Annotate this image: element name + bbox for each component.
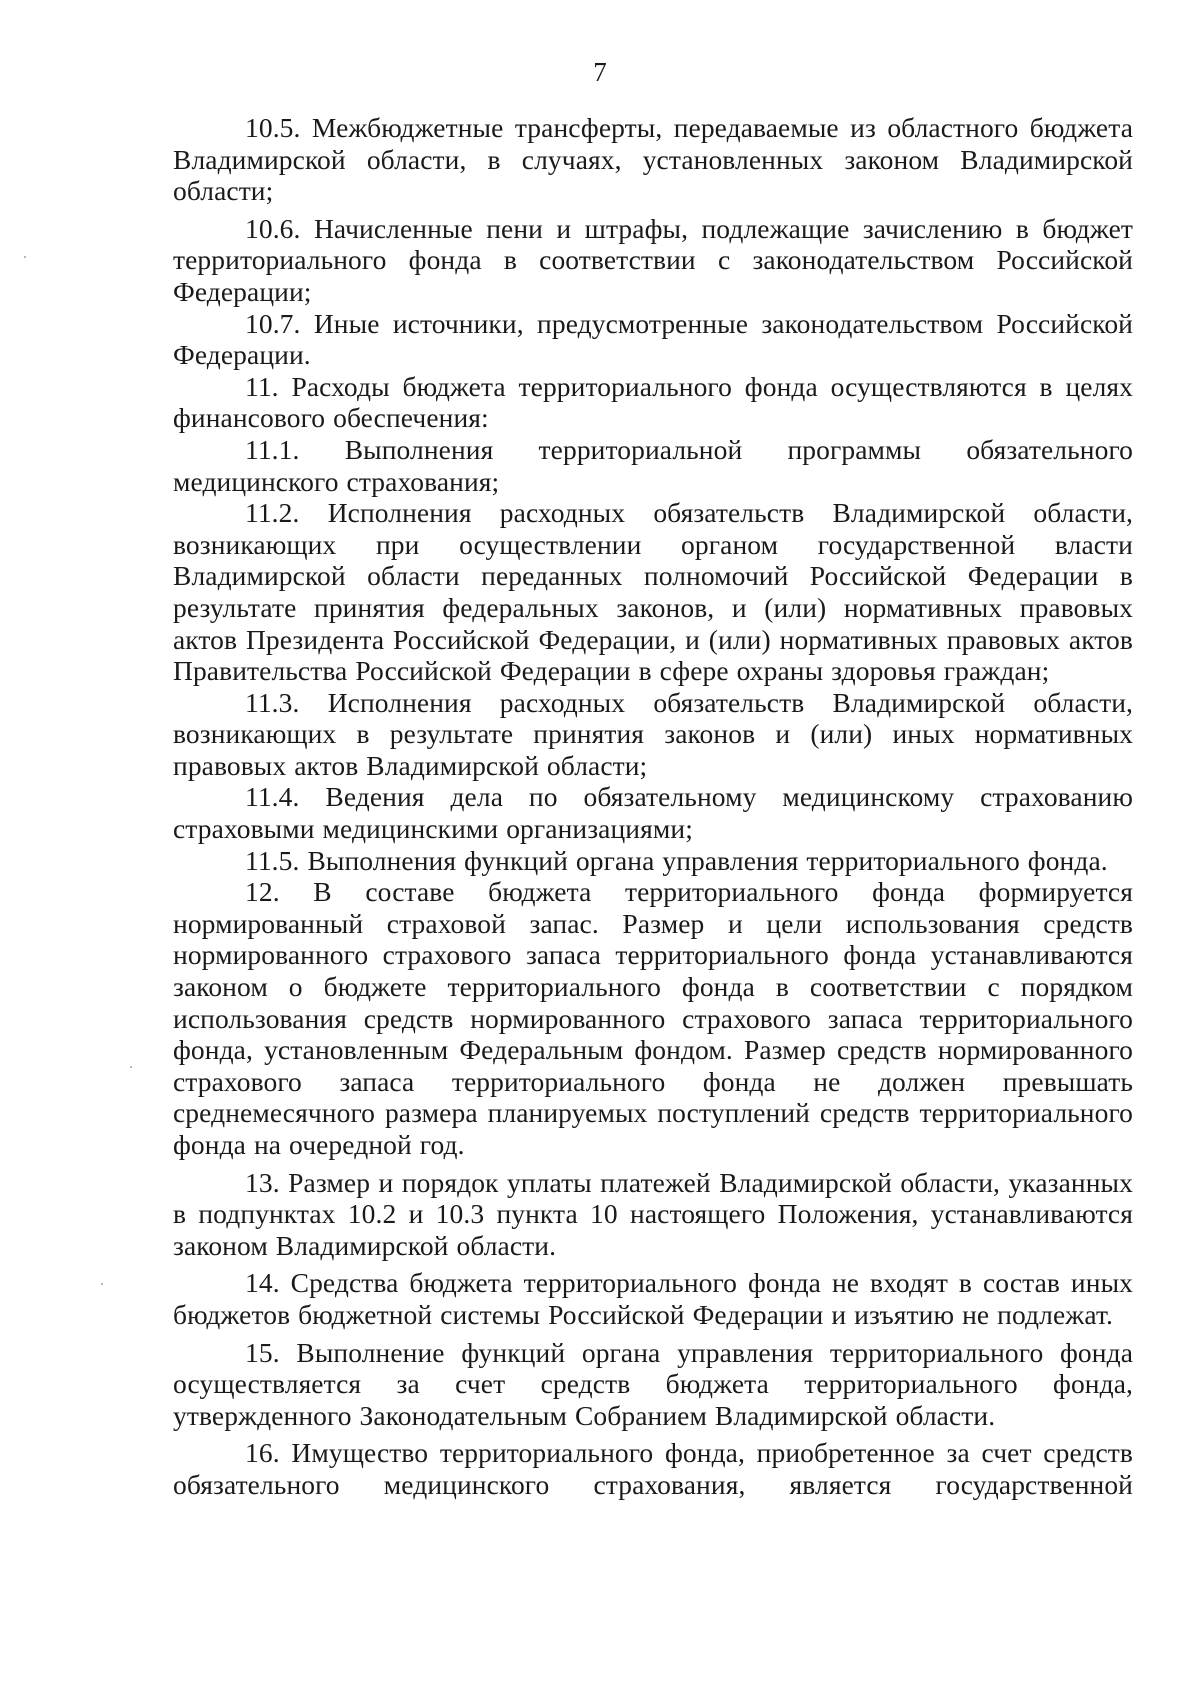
paragraph-10-6: 10.6. Начисленные пени и штрафы, подлежащие зачислению в бюджет территориального фонда в соответствии с законодательством Российской Федерации; [173,212,1133,307]
paragraph-11-3: 11.3. Исполнения расходных обязательств Владимирской области, возникающих в результате принятия законов и (или) иных нормативных правовых актов Владимирской области; [173,686,1133,781]
paragraph-15: 15. Выполнение функций органа управления территориального фонда осуществляется за счет средств бюджета территориального фонда, утвержденного Законодательным Собранием Владимирской области. [173,1336,1133,1431]
scan-speck [24,256,26,258]
paragraph-16: 16. Имущество территориального фонда, приобретенное за счет средств обязательного медицинского страхования, является государственной [173,1437,1133,1500]
paragraph-11-5: 11.5. Выполнения функций органа управления территориального фонда. [245,844,1108,876]
paragraph-11-2: 11.2. Исполнения расходных обязательств Владимирской области, возникающих при осуществлении органом государственной власти Владимирской области переданных полномочий Российской Федерации в результате принятия федеральных законов, и (или) нормативных правовых актов Президента Российской Федерации, и (или) нормативных правовых актов Правительства Российской Федерации в сфере охраны здоровья граждан; [173,497,1133,687]
paragraph-12: 12. В составе бюджета территориального фонда формируется нормированный страховой запас. Размер и цели использования средств нормированного страхового запаса территориального фонда устанавливаются законом о бюджете территориального фонда в соответствии с порядком использования средств нормированного страхового запаса территориального фонда, установленным Федеральным фондом. Размер средств нормированного страхового запаса территориального фонда не должен превышать среднемесячного размера планируемых поступлений средств территориального фонда на очередной год. [173,876,1133,1160]
paragraph-10-5: 10.5. Межбюджетные трансферты, передаваемые из областного бюджета Владимирской области, в случаях, установленных законом Владимирской области; [173,112,1133,207]
paragraph-14: 14. Средства бюджета территориального фонда не входят в состав иных бюджетов бюджетной системы Российской Федерации и изъятию не подлежат. [173,1267,1133,1330]
paragraph-11-4: 11.4. Ведения дела по обязательному медицинскому страхованию страховыми медицинскими организациями; [173,781,1133,845]
paragraph-11: 11. Расходы бюджета территориального фонда осуществляются в целях финансового обеспечения: [173,370,1133,434]
paragraph-10-7: 10.7. Иные источники, предусмотренные законодательством Российской Федерации. [173,307,1133,371]
document-body [173,112,1133,1501]
paragraph-11-1: 11.1. Выполнения территориальной программы обязательного медицинского страхования; [173,433,1133,497]
scan-speck [101,1283,103,1285]
scan-speck [130,1066,132,1068]
paragraph-13: 13. Размер и порядок уплаты платежей Владимирской области, указанных в подпунктах 10.2 и 10.3 пункта 10 настоящего Положения, устанавливаются законом Владимирской области. [173,1166,1133,1261]
page-number: 7 [593,57,607,87]
